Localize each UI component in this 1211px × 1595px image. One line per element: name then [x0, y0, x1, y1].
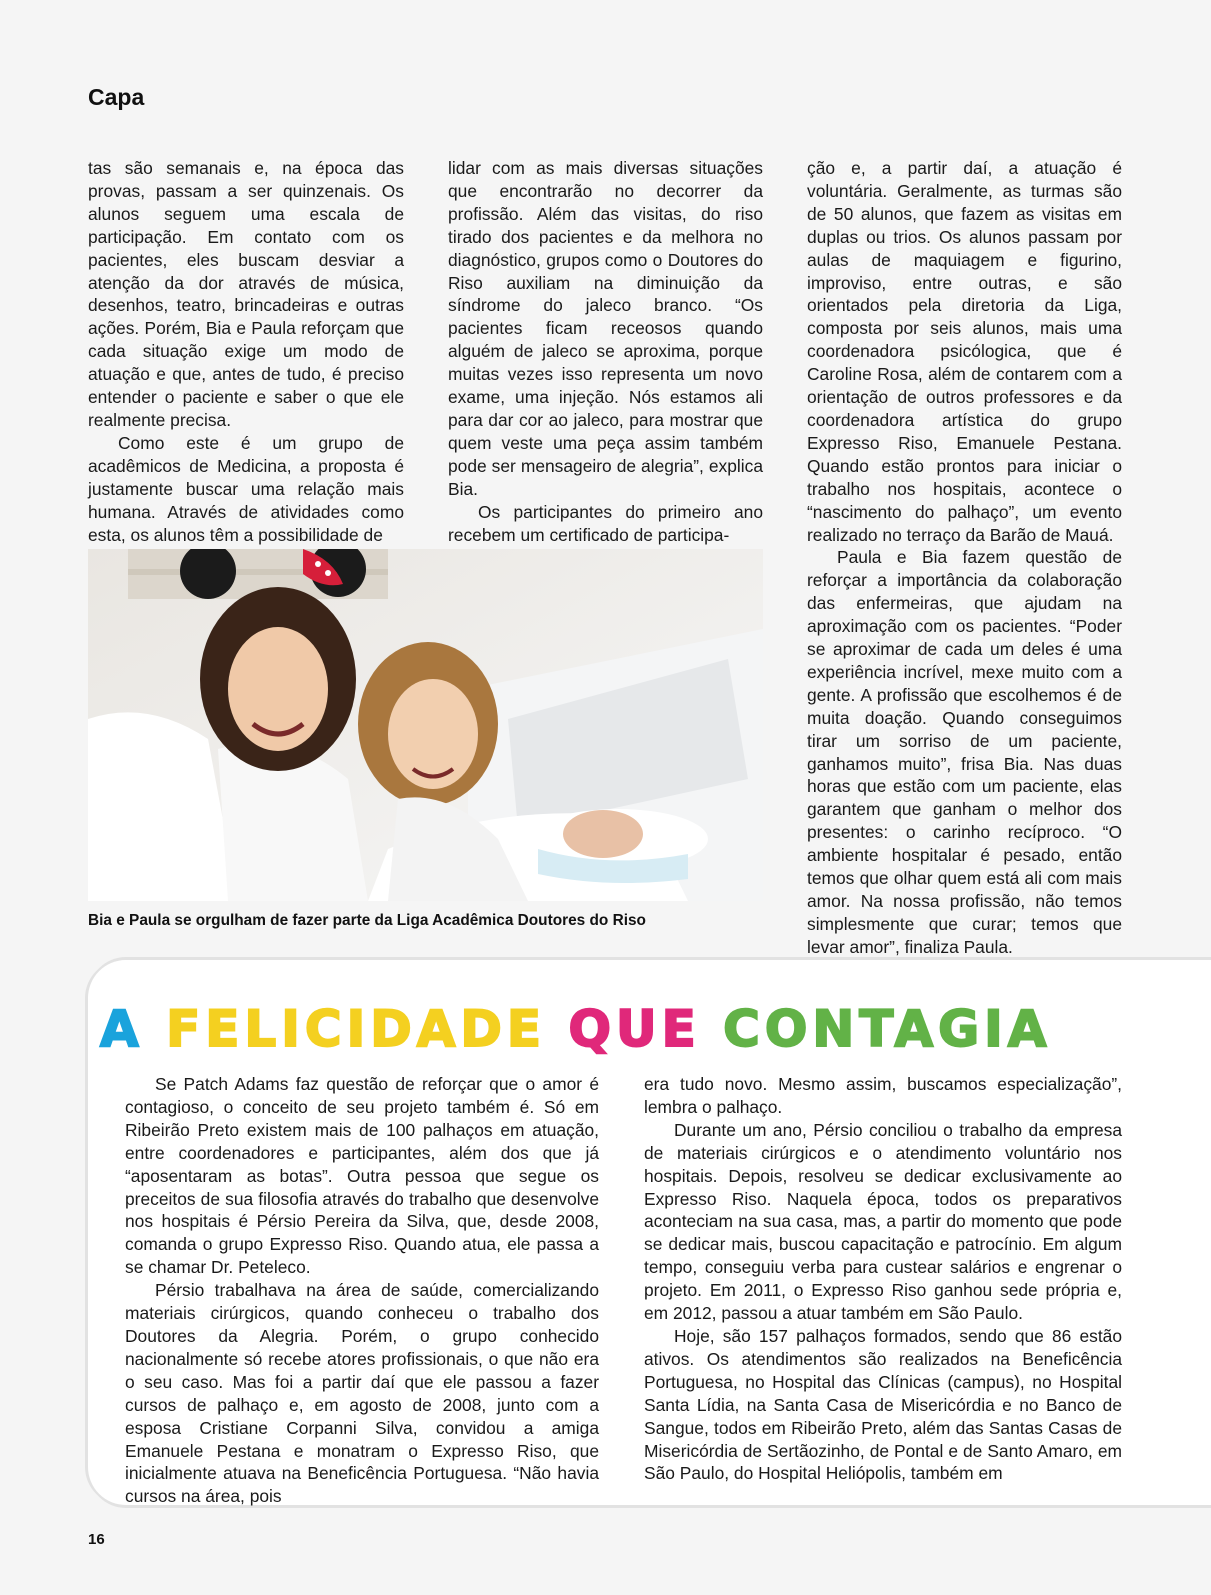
photo-illustration [88, 549, 763, 901]
article-column-3 [807, 157, 1122, 959]
photo-caption: Bia e Paula se orgulham de fazer parte da Liga Acadêmica Doutores do Riso [88, 912, 646, 929]
feature-column-1 [125, 1073, 599, 1508]
article-column-2 [448, 157, 763, 546]
paragraph: Pérsio trabalhava na área de saúde, comercializando materiais cirúrgicos, quando conheceu o trabalho dos Doutores da Alegria. Porém, o grupo conhecido nacionalmente só recebe atores profissionais, o que não era o seu caso. Mas foi a partir daí que ele passou a fazer cursos de palhaço e, em agosto de 2008, junto com a esposa Cristiane Corpanni Silva, convidou a amiga Emanuele Pestana e monatram o Expresso Riso, que inicialmente atuava na Beneficência Portuguesa. “Não havia cursos na área, pois [125, 1280, 599, 1507]
article-photo [88, 549, 763, 901]
feature-column-2 [644, 1073, 1122, 1485]
title-word: CONTAGIA [723, 1000, 1052, 1058]
paragraph: Hoje, são 157 palhaços formados, sendo que 86 estão ativos. Os atendimentos são realizados na Beneficência Portuguesa, no Hospital das Clínicas (campus), no Hospital Santa Lídia, na Santa Casa de Misericórdia e no Banco de Sangue, todos em Ribeirão Preto, além das Santas Casas de Misericórdia de Sertãozinho, de Pontal e de Santo Amaro, em São Paulo, do Hospital Heliópolis, também em [644, 1325, 1122, 1484]
title-word: QUE [568, 1000, 701, 1058]
page-number: 16 [88, 1531, 105, 1548]
paragraph: Se Patch Adams faz questão de reforçar que o amor é contagioso, o conceito de seu projeto também é. Só em Ribeirão Preto existem mais de 100 palhaços em atuação, entre coordenadores e participantes, além dos que já “aposentaram as botas”. Outra pessoa que segue os preceitos de sua filosofia através do trabalho que desenvolve nos hospitais é Pérsio Pereira da Silva, que, desde 2008, comanda o grupo Expresso Riso. Quando atua, ele passa a se chamar Dr. Peteleco. [125, 1074, 599, 1278]
feature-title [100, 1000, 1052, 1058]
section-label: Capa [88, 84, 145, 110]
paragraph: era tudo novo. Mesmo assim, buscamos especialização”, lembra o palhaço. [644, 1074, 1122, 1117]
title-word: FELICIDADE [166, 1000, 547, 1058]
paragraph: ção e, a partir daí, a atuação é voluntária. Geralmente, as turmas são de 50 alunos, que fazem as visitas em duplas ou trios. Os alunos passam por aulas de maquiagem e figurino, improviso, entre outras, e são orientados pela diretoria da Liga, composta por seis alunos, mais uma coordenadora psicólogica, que é Caroline Rosa, além de contarem com a orientação de outros professores e da coordenadora artística do grupo Expresso Riso, Emanuele Pestana. Quando estão prontos para iniciar o trabalho nos hospitais, acontece o “nascimento do palhaço”, um evento realizado no terraço da Barão de Mauá. [807, 158, 1122, 545]
paragraph: Os participantes do primeiro ano recebem um certificado de participa- [448, 501, 763, 545]
article-column-1 [88, 157, 404, 546]
paragraph: tas são semanais e, na época das provas, passam a ser quinzenais. Os alunos seguem uma escala de participação. Em contato com os pacientes, eles buscam desviar a atenção da dor através de música, desenhos, teatro, brincadeiras e outras ações. Porém, Bia e Paula reforçam que cada situação exige um modo de atuação e que, antes de tudo, é preciso entender o paciente e saber o que ele realmente precisa. [88, 158, 404, 430]
title-word: A [100, 1000, 144, 1058]
paragraph: Durante um ano, Pérsio conciliou o trabalho da empresa de materiais cirúrgicos e o atendimento voluntário nos hospitais. Depois, resolveu se dedicar exclusivamente ao Expresso Riso. Naquela época, todos os preparativos aconteciam na sua casa, mas, a partir do momento que pode se dedicar mais, buscou capacitação e patrocínio. Em algum tempo, conseguiu verba para custear salários e engrenar o projeto. Em 2011, o Expresso Riso ganhou sede própria e, em 2012, passou a atuar também em São Paulo. [644, 1119, 1122, 1324]
paragraph: Paula e Bia fazem questão de reforçar a importância da colaboração das enfermeiras, que ajudam na aproximação com os pacientes. “Poder se aproximar de cada um deles é uma experiência incrível, mexe muito com a gente. A profissão que escolhemos é de muita doação. Quando conseguimos tirar um sorriso de um paciente, ganhamos muito”, frisa Bia. Nas duas horas que estão com um paciente, elas garantem que ganham o melhor dos presentes: o carinho recíproco. “O ambiente hospitalar é pesado, então temos que olhar quem está ali com mais amor. Na nossa profissão, não temos simplesmente que curar; temos que levar amor”, finaliza Paula. [807, 547, 1122, 957]
paragraph: lidar com as mais diversas situações que encontrarão no decorrer da profissão. Além das visitas, do riso tirado dos pacientes e da melhora no diagnóstico, grupos como o Doutores do Riso auxiliam na diminuição da síndrome do jaleco branco. “Os pacientes ficam receosos quando alguém de jaleco se aproxima, porque muitas vezes isso representa um novo exame, uma injeção. Nós estamos ali para dar cor ao jaleco, para mostrar que quem veste uma peça assim também pode ser mensageiro de alegria”, explica Bia. [448, 158, 763, 499]
paragraph: Como este é um grupo de acadêmicos de Medicina, a proposta é justamente buscar uma relação mais humana. Através de atividades como esta, os alunos têm a possibilidade de [88, 432, 404, 545]
